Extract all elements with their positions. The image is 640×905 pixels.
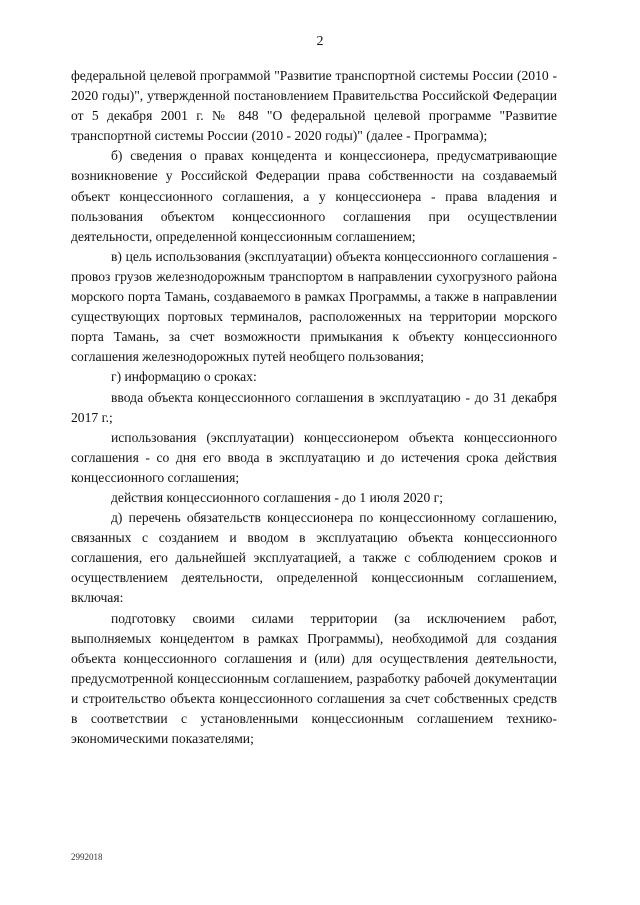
paragraph-term-commissioning: ввода объекта концессионного соглашения в эксплуатацию - до 31 декабря 2017 г.; [71, 389, 557, 425]
paragraph-term-use: использования (эксплуатации) концессионером объекта концессионного соглашения - со дня его ввода в эксплуатацию и до истечения срока действия концессионного соглашения; [71, 429, 557, 485]
paragraph-d-obligations: д) перечень обязательств концессионера по концессионному соглашению, связанных с созданием и вводом в эксплуатацию объекта концессионного соглашения, его дальнейшей эксплуатацией, а также с соблюдением сроков и осуществлением деятельности, определенной концессионным соглашением, включая: [71, 510, 557, 606]
paragraph-v-purpose: в) цель использования (эксплуатации) объекта концессионного соглашения - провоз грузов железнодорожным транспортом в направлении сухогрузного района морского порта Тамань, создаваемого в рамках Программы, а также в направлении существующих портовых терминалов, расположенных на территории морского порта Тамань, за счет возможности примыкания к объекту концессионного соглашения железнодорожных путей необщего пользования; [71, 248, 557, 365]
paragraph-term-agreement: действия концессионного соглашения - до 1 июля 2020 г; [111, 489, 444, 505]
paragraph-continuation: федеральной целевой программой "Развитие транспортной системы России (2010 - 2020 годы)", утвержденной постановлением Правительства Российской Федерации от 5 декабря 2001 г. № 848 "О федеральной целевой программе "Развитие транспортной системы России (2010 - 2020 годы)" (далее - Программа); [71, 68, 557, 144]
paragraph-b-rights: б) сведения о правах концедента и концессионера, предусматривающие возникновение у Российской Федерации права собственности на создаваемый объект концессионного соглашения, а у концессионера - права владения и пользования объектом концессионного соглашения при осуществлении деятельности, определенной концессионным соглашением; [71, 148, 557, 244]
paragraph-g-terms: г) информацию о сроках: [111, 369, 257, 385]
page-number: 2 [316, 34, 324, 49]
document-code: 2992018 [71, 852, 103, 862]
document-body [71, 66, 557, 749]
paragraph-preparation: подготовку своими силами территории (за исключением работ, выполняемых концедентом в рамках Программы), необходимой для создания объекта концессионного соглашения и (или) для осуществления деятельности, предусмотренной концессионным соглашением, разработку рабочей документации и строительство объекта концессионного соглашения за счет собственных средств в соответствии с установленными концессионным соглашением технико-экономическими показателями; [71, 610, 557, 747]
